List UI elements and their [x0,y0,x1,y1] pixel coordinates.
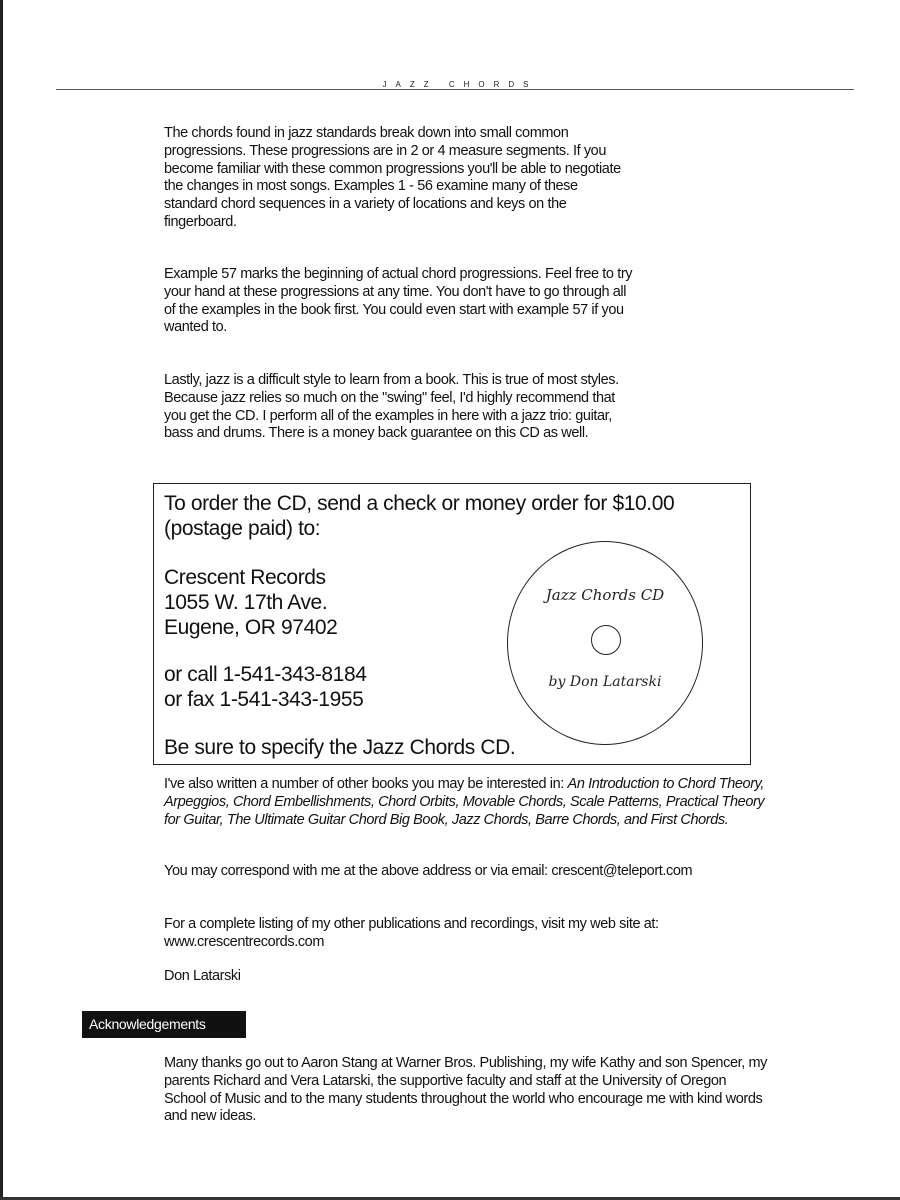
header-rule [56,89,854,90]
phone-contact [164,662,367,712]
address-company: Crescent Records [164,566,326,589]
address-city: Eugene, OR 97402 [164,616,338,639]
other-books-titles: An Introduction to Chord Theory, Arpeggios, Chord Embellishments, Chord Orbits, Movable Chords, Scale Patterns, Practical Theory for Guitar, The Ultimate Guitar Chord Big Book, Jazz Chords, Barre Chords, and First Chords. [164,776,765,828]
acknowledgements-heading: Acknowledgements [82,1011,246,1038]
fax-number: or fax 1-541-343-1955 [164,688,364,711]
intro-paragraph-2: Example 57 marks the beginning of actual chord progressions. Feel free to try your hand at these progressions at any time. You don't have to go through all of the examples in the book first. You could even start with example 57 if you wanted to. [164,266,633,336]
order-line-2: (postage paid) to: [164,517,321,540]
acknowledgements-paragraph: Many thanks go out to Aaron Stang at Warner Bros. Publishing, my wife Kathy and son Spencer, my parents Richard and Vera Latarski, the supportive faculty and staff at the University of Oregon School of Music and to the many students throughout the world who encourage me with kind words and new ideas. [164,1055,768,1125]
cd-order-box [153,483,751,765]
cd-disc-icon [507,541,703,745]
intro-paragraph-3: Lastly, jazz is a difficult style to learn from a book. This is true of most styles. Because jazz relies so much on the "swing" feel, I'd highly recommend that you get the CD. I perform all of the examples in here with a jazz trio: guitar, bass and drums. There is a money back guarantee on this CD as well. [164,372,619,442]
address-street: 1055 W. 17th Ave. [164,591,328,614]
order-line-1: To order the CD, send a check or money order for $10.00 [164,492,675,515]
order-instructions [164,491,674,541]
phone-number: or call 1-541-343-8184 [164,663,367,686]
other-books-paragraph [164,776,769,829]
running-head: JAZZ CHORDS [300,80,620,89]
other-books-lead: I've also written a number of other books you may be interested in: [164,776,568,792]
intro-paragraph-1: The chords found in jazz standards break down into small common progressions. These progressions are in 2 or 4 measure segments. If you become familiar with these common progressions you'll be able to negotiate the changes in most songs. Examples 1 - 56 examine many of these standard chord sequences in a variety of locations and keys on the fingerboard. [164,125,621,230]
website-paragraph: For a complete listing of my other publications and recordings, visit my web site at: www.crescentrecords.com [164,916,659,950]
cd-author: by Don Latarski [548,674,662,690]
email-paragraph: You may correspond with me at the above address or via email: crescent@teleport.com [164,863,693,879]
specify-note: Be sure to specify the Jazz Chords CD. [164,736,516,759]
author-signature: Don Latarski [164,968,241,984]
cd-title: Jazz Chords CD [545,586,665,604]
page-left-border [0,0,3,1200]
cd-center-hole [591,625,621,655]
mailing-address [164,565,337,640]
